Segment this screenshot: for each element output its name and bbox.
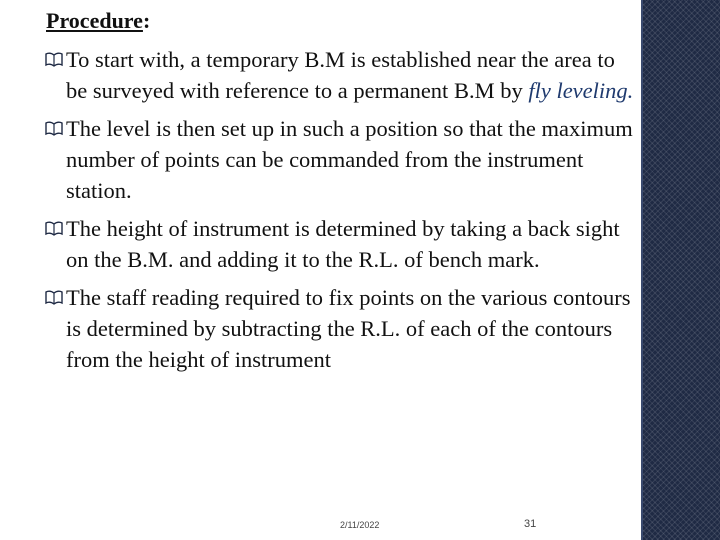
bullet-item-1 <box>42 44 638 106</box>
bullet-item-3 <box>42 213 638 275</box>
slide-title-text: Procedure <box>46 8 143 33</box>
decorative-side-bar <box>641 0 720 540</box>
bullet-text-2: The level is then set up in such a position so that the maximum number of points can be commanded from the instrument station. <box>66 116 633 203</box>
book-icon <box>44 216 64 240</box>
bullet-text-1: To start with, a temporary B.M is established near the area to be surveyed with reference to a permanent B.M by <box>66 47 615 103</box>
book-icon <box>44 47 64 71</box>
footer-date: 2/11/2022 <box>340 520 380 530</box>
book-icon <box>44 285 64 309</box>
bullet-text-3: The height of instrument is determined by taking a back sight on the B.M. and adding it to the R.L. of bench mark. <box>66 216 620 272</box>
bullet-item-2 <box>42 113 638 206</box>
book-icon <box>44 116 64 140</box>
bullet-emphasis-fly-leveling: fly leveling. <box>528 78 634 103</box>
bullet-list <box>42 44 638 382</box>
side-bar-edge <box>641 0 643 540</box>
bullet-item-4 <box>42 282 638 375</box>
footer-page-number: 31 <box>524 518 537 530</box>
slide-title-colon: : <box>142 8 151 33</box>
slide-title <box>46 8 150 34</box>
bullet-text-4: The staff reading required to fix points on the various contours is determined by subtracting the R.L. of each of the contours from the height of instrument <box>66 285 631 372</box>
